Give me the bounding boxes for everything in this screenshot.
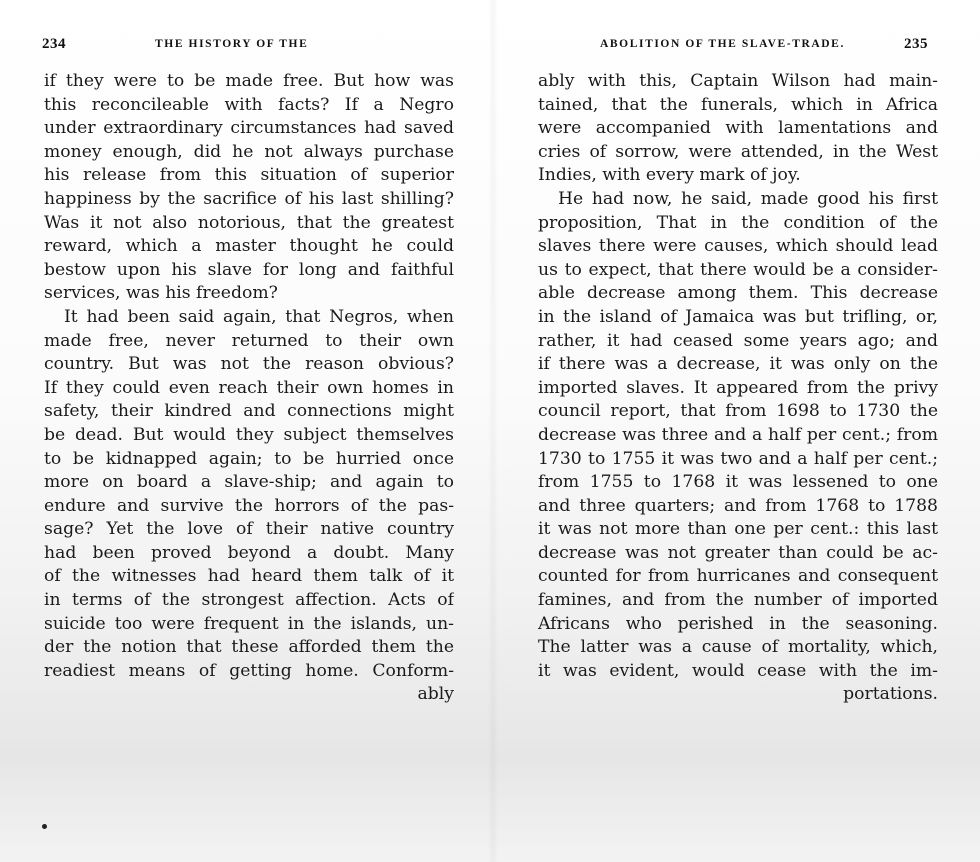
text-line: it was evident, would cease with the im- bbox=[538, 660, 938, 681]
text-line: rather, it had ceased some years ago; and bbox=[538, 330, 938, 351]
right-page-text bbox=[538, 70, 938, 707]
text-line: his release from this situation of superior bbox=[44, 165, 454, 186]
text-line: made free, never returned to their own bbox=[44, 330, 454, 351]
text-line: us to expect, that there would be a consider- bbox=[538, 259, 938, 280]
right-page-header bbox=[540, 36, 980, 56]
text-line: country. But was not the reason obvious? bbox=[44, 354, 454, 375]
left-page-header bbox=[42, 36, 454, 56]
text-line: this reconcileable with facts? If a Negro bbox=[44, 94, 454, 115]
text-line: famines, and from the number of imported bbox=[538, 590, 938, 611]
text-line: It had been said again, that Negros, when bbox=[64, 306, 454, 327]
text-line: proposition, That in the condition of the bbox=[538, 212, 938, 233]
text-line: endure and survive the horrors of the pas- bbox=[44, 495, 454, 516]
text-line: suicide too were frequent in the islands, un- bbox=[44, 613, 454, 634]
text-line: money enough, did he not always purchase bbox=[44, 141, 454, 162]
left-running-title: THE HISTORY OF THE bbox=[155, 38, 309, 50]
text-line: to be kidnapped again; to be hurried once bbox=[44, 448, 454, 469]
text-line: if there was a decrease, it was only on the bbox=[538, 354, 938, 375]
text-line: cries of sorrow, were attended, in the West bbox=[538, 141, 938, 162]
text-line: counted for from hurricanes and consequent bbox=[538, 566, 938, 587]
text-line: from 1755 to 1768 it was lessened to one bbox=[538, 472, 938, 493]
text-line: der the notion that these afforded them the bbox=[44, 637, 454, 658]
catchword: ably bbox=[417, 684, 454, 705]
text-line: if they were to be made free. But how was bbox=[44, 71, 454, 91]
text-line: in terms of the strongest affection. Acts of bbox=[44, 590, 454, 611]
text-line: were accompanied with lamentations and bbox=[538, 118, 938, 139]
text-line: under extraordinary circumstances had saved bbox=[44, 118, 454, 139]
left-page-text bbox=[44, 70, 454, 707]
text-line: imported slaves. It appeared from the privy bbox=[538, 377, 938, 398]
text-line: portations. bbox=[843, 684, 938, 705]
text-line: of the witnesses had heard them talk of it bbox=[44, 566, 454, 587]
text-line: safety, their kindred and connections might bbox=[44, 401, 454, 422]
left-page-number: 234 bbox=[42, 36, 66, 52]
text-line: council report, that from 1698 to 1730 the bbox=[538, 401, 938, 422]
text-line: in the island of Jamaica was but trifling, or, bbox=[538, 306, 938, 327]
text-line: slaves there were causes, which should lead bbox=[538, 236, 938, 257]
text-line: 1730 to 1755 it was two and a half per cent.; bbox=[538, 448, 938, 469]
right-running-title: ABOLITION OF THE SLAVE-TRADE. bbox=[600, 38, 845, 50]
text-line: decrease was not greater than could be ac- bbox=[538, 542, 938, 563]
text-line: Indies, with every mark of joy. bbox=[538, 165, 801, 186]
text-line: it was not more than one per cent.: this last bbox=[538, 519, 938, 540]
text-line: If they could even reach their own homes in bbox=[44, 377, 454, 398]
text-line: services, was his freedom? bbox=[44, 283, 278, 304]
text-line: Was it not also notorious, that the greatest bbox=[44, 212, 454, 233]
text-line: decrease was three and a half per cent.; from bbox=[538, 424, 938, 445]
text-line: sage? Yet the love of their native country bbox=[44, 519, 454, 540]
text-line: able decrease among them. This decrease bbox=[538, 283, 938, 304]
text-line: reward, which a master thought he could bbox=[44, 236, 454, 257]
text-line: and three quarters; and from 1768 to 1788 bbox=[538, 495, 938, 516]
text-line: bestow upon his slave for long and faithful bbox=[44, 259, 454, 280]
text-line: more on board a slave-ship; and again to bbox=[44, 472, 454, 493]
text-line: tained, that the funerals, which in Africa bbox=[538, 94, 938, 115]
page-fold-shadow bbox=[488, 0, 498, 862]
text-line: ably with this, Captain Wilson had main- bbox=[538, 71, 938, 91]
ink-speck bbox=[42, 824, 47, 829]
text-line: happiness by the sacrifice of his last shilling? bbox=[44, 188, 454, 209]
text-line: had been proved beyond a doubt. Many bbox=[44, 542, 454, 563]
text-line: be dead. But would they subject themselves bbox=[44, 424, 454, 445]
text-line: The latter was a cause of mortality, which, bbox=[538, 637, 938, 658]
text-line: readiest means of getting home. Conform- bbox=[44, 660, 454, 681]
text-line: Africans who perished in the seasoning. bbox=[538, 613, 938, 634]
right-page-number: 235 bbox=[904, 36, 928, 52]
text-line: He had now, he said, made good his first bbox=[558, 188, 938, 209]
